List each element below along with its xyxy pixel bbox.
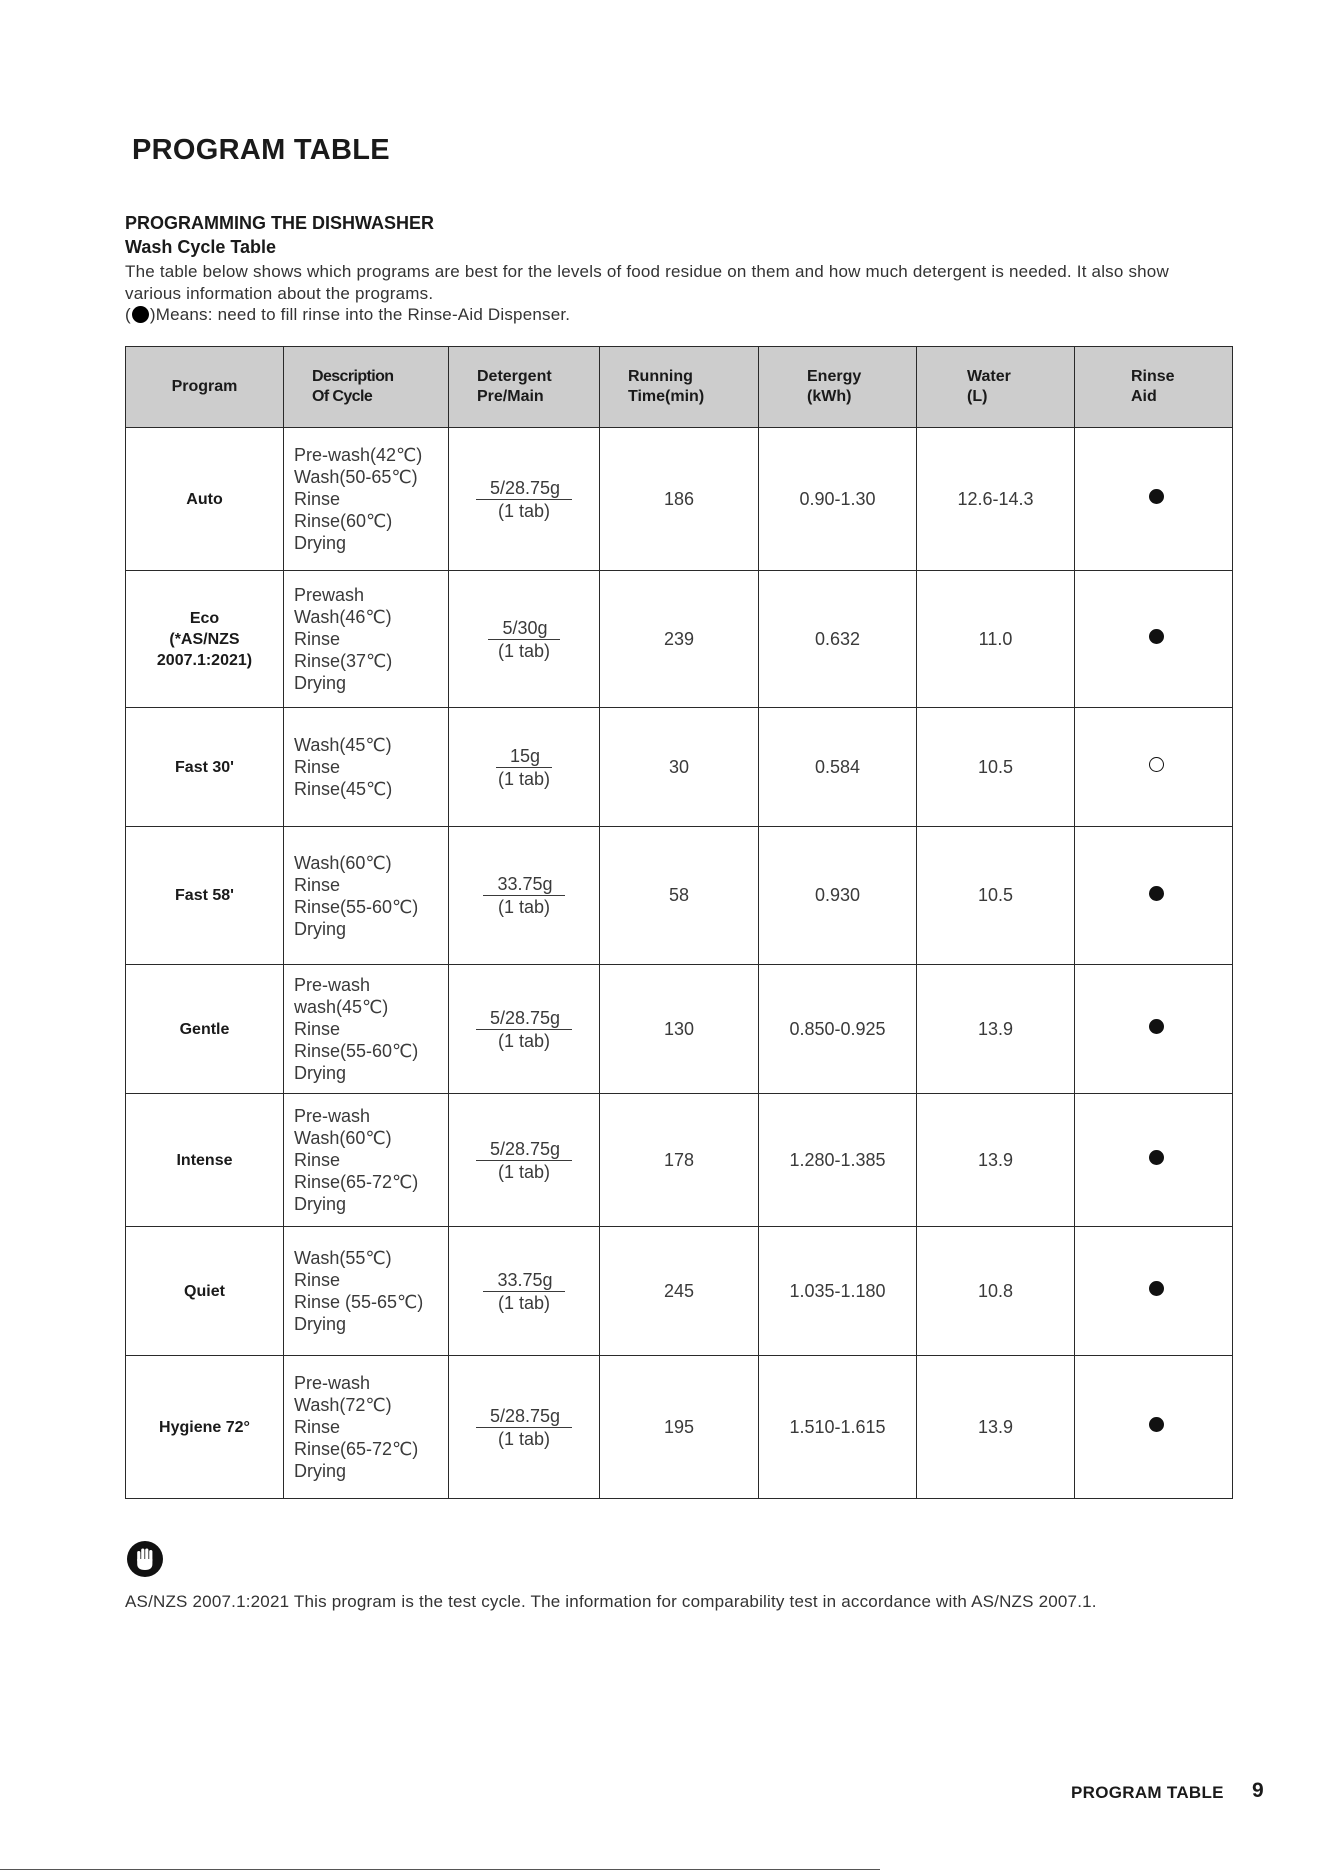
cycle-step: Rinse [294,1019,341,1039]
rinse-aid-cell [1075,708,1233,827]
cycle-step: Wash(72℃) [294,1395,392,1415]
cycle-step: Wash(50-65℃) [294,467,418,487]
detergent-main-value: 5/28.75g [476,1405,572,1428]
program-name-line: Gentle [179,1020,230,1038]
cycle-step: wash(45℃) [294,997,389,1017]
cycle-description-cell [284,827,449,965]
detergent-main-value: 5/28.75g [476,1138,572,1161]
cycle-step: Drying [294,1194,347,1214]
rinse-aid-cell [1075,428,1233,571]
header-running-line-2: Time(min) [628,388,705,405]
cycle-step: Rinse [294,629,341,649]
rinse-aid-cell [1075,965,1233,1094]
header-program [126,347,284,428]
detergent-cell [449,1094,600,1227]
table-row [126,1227,1233,1356]
cycle-step: Rinse [294,1417,341,1437]
detergent-amount [476,477,572,522]
filled-dot-icon [1149,1417,1164,1432]
header-description-line-1: Description [312,368,394,385]
detergent-cell [449,827,600,965]
program-name-line: Fast 30' [175,758,234,776]
filled-dot-icon [1149,629,1164,644]
cycle-step: Rinse [294,489,341,509]
wash-cycle-table [125,346,1233,1499]
program-name-line: (*AS/NZS [169,630,240,648]
cycle-description-cell [284,428,449,571]
cycle-description-cell [284,1356,449,1499]
program-name-line: Auto [186,490,223,508]
detergent-cell [449,1356,600,1499]
rinse-aid-legend [125,305,570,325]
cycle-description-cell [284,1094,449,1227]
header-energy-line-2: (kWh) [807,388,852,405]
detergent-tab-value: (1 tab) [497,500,550,521]
cycle-step: Pre-wash [294,1373,371,1393]
detergent-tab-value: (1 tab) [497,1030,550,1051]
program-name-line: Quiet [184,1282,225,1300]
header-energy-line-1: Energy [807,368,862,385]
filled-dot-icon [1149,1019,1164,1034]
program-name-cell [126,428,284,571]
rinse-aid-cell [1075,1227,1233,1356]
program-name-cell [126,1094,284,1227]
header-water [917,347,1075,428]
detergent-main-value: 5/28.75g [476,477,572,500]
rinse-aid-cell [1075,827,1233,965]
program-name-line: 2007.1:2021) [156,651,253,669]
running-time-cell: 239 [600,571,759,708]
rinse-aid-cell [1075,1356,1233,1499]
running-time-cell: 186 [600,428,759,571]
cycle-step: Drying [294,918,347,939]
cycle-description-cell [284,1227,449,1356]
table-row [126,571,1233,708]
running-time-cell: 178 [600,1094,759,1227]
program-name-line: Fast 58' [175,887,234,904]
cycle-step: Rinse [294,1150,341,1170]
cycle-step: Rinse (55-65℃) [294,1292,424,1312]
cycle-step: Pre-wash(42℃) [294,445,423,465]
detergent-cell [449,1227,600,1356]
header-water-line-2: (L) [967,388,988,405]
table-row [126,965,1233,1094]
detergent-main-value: 5/30g [488,617,559,640]
detergent-amount [483,873,564,918]
header-detergent-line-2: Pre/Main [477,388,544,405]
detergent-cell [449,965,600,1094]
cycle-description-cell [284,708,449,827]
detergent-cell [449,571,600,708]
cycle-step: Drying [294,1461,347,1481]
table-body [126,428,1233,1499]
header-energy [759,347,917,428]
detergent-tab-value: (1 tab) [497,768,550,789]
detergent-main-value: 15g [496,745,552,768]
running-time-cell: 245 [600,1227,759,1356]
detergent-amount [476,1405,572,1450]
cycle-step: Rinse(65-72℃) [294,1172,419,1192]
running-time-cell: 58 [600,827,759,965]
program-name-cell [126,827,284,965]
cycle-step: Rinse(60℃) [294,511,393,531]
sub-heading: Wash Cycle Table [125,237,277,257]
program-name-line: Intense [176,1151,233,1169]
energy-cell: 1.035-1.180 [759,1227,917,1356]
table-row [126,1094,1233,1227]
detergent-tab-value: (1 tab) [497,1161,550,1182]
cycle-step: Prewash [294,585,365,605]
energy-cell: 0.584 [759,708,917,827]
filled-dot-icon [1149,886,1164,901]
cycle-step: Drying [294,673,347,693]
table-row [126,827,1233,965]
cycle-step: Rinse(37℃) [294,651,393,671]
cycle-step: Wash(60℃) [294,852,392,873]
cycle-step: Drying [294,533,347,553]
filled-dot-icon [132,306,149,323]
table-header-row [126,347,1233,428]
water-cell: 13.9 [917,1094,1075,1227]
header-description [284,347,449,428]
cycle-step: Rinse [294,757,341,777]
water-cell: 13.9 [917,1356,1075,1499]
cycle-step: Wash(45℃) [294,735,392,755]
table-row [126,1356,1233,1499]
table-row [126,708,1233,827]
energy-cell: 0.850-0.925 [759,965,917,1094]
header-detergent [449,347,600,428]
legend-prefix: ( [125,305,131,324]
cycle-step: Pre-wash [294,1106,371,1126]
program-name-line: Eco [189,609,220,627]
section-heading: PROGRAMMING THE DISHWASHER [125,213,435,233]
detergent-tab-value: (1 tab) [497,1428,550,1449]
legend-text: )Means: need to fill rinse into the Rinse-Aid Dispenser. [149,305,571,324]
detergent-cell [449,428,600,571]
hand-stop-icon [126,1540,164,1578]
water-cell: 10.5 [917,827,1075,965]
program-name-cell [126,1356,284,1499]
table-row [126,428,1233,571]
cycle-step: Wash(46℃) [294,607,392,627]
header-rinse-line-2: Aid [1131,388,1157,405]
cycle-step: Rinse [294,874,341,895]
program-name-cell [126,965,284,1094]
running-time-cell: 130 [600,965,759,1094]
detergent-cell [449,708,600,827]
detergent-tab-value: (1 tab) [497,1292,551,1313]
cycle-step: Rinse(55-60℃) [294,1041,419,1061]
detergent-amount [476,1007,572,1052]
cycle-step: Rinse(65-72℃) [294,1439,419,1459]
program-name-cell [126,1227,284,1356]
header-water-line-1: Water [967,368,1011,385]
cycle-step: Rinse(55-60℃) [294,896,419,917]
header-rinse-aid [1075,347,1233,428]
header-description-line-2: Of Cycle [312,388,373,405]
open-circle-icon [1149,757,1164,772]
filled-dot-icon [1149,489,1164,504]
energy-cell: 1.510-1.615 [759,1356,917,1499]
detergent-amount [496,745,552,790]
cycle-step: Rinse [294,1270,341,1290]
test-cycle-note: AS/NZS 2007.1:2021 This program is the test cycle. The information for comparability test in accordance with AS/NZS 2007.1. [125,1592,1097,1611]
energy-cell: 0.90-1.30 [759,428,917,571]
intro-paragraph: The table below shows which programs are best for the levels of food residue on them and how much detergent is needed. It also show various information about the programs. [125,262,1169,303]
cycle-description-cell [284,965,449,1094]
water-cell: 12.6-14.3 [917,428,1075,571]
program-name-cell [126,571,284,708]
cycle-step: Wash(60℃) [294,1128,392,1148]
header-program-label: Program [171,378,238,395]
cycle-step: Drying [294,1314,347,1334]
rinse-aid-cell [1075,1094,1233,1227]
water-cell: 11.0 [917,571,1075,708]
detergent-main-value: 33.75g [483,873,564,896]
program-name-cell [126,708,284,827]
footer-section-label: PROGRAM TABLE [1071,1783,1224,1802]
detergent-main-value: 33.75g [483,1269,564,1292]
filled-dot-icon [1149,1150,1164,1165]
detergent-main-value: 5/28.75g [476,1007,572,1030]
water-cell: 10.5 [917,708,1075,827]
cycle-step: Drying [294,1063,347,1083]
energy-cell: 0.632 [759,571,917,708]
detergent-amount [476,1138,572,1183]
header-running-line-1: Running [628,368,693,385]
detergent-tab-value: (1 tab) [497,640,550,661]
rinse-aid-cell [1075,571,1233,708]
cycle-description-cell [284,571,449,708]
header-rinse-line-1: Rinse [1131,368,1175,385]
page-number: 9 [1252,1779,1264,1802]
energy-cell: 1.280-1.385 [759,1094,917,1227]
energy-cell: 0.930 [759,827,917,965]
header-running-time [600,347,759,428]
detergent-amount [483,1269,564,1314]
cycle-step: Rinse(45℃) [294,779,393,799]
page-title: PROGRAM TABLE [132,134,390,166]
running-time-cell: 30 [600,708,759,827]
cycle-step: Pre-wash [294,975,371,995]
running-time-cell: 195 [600,1356,759,1499]
water-cell: 13.9 [917,965,1075,1094]
filled-dot-icon [1149,1281,1164,1296]
detergent-amount [488,617,559,662]
bottom-divider [0,1869,880,1870]
header-detergent-line-1: Detergent [477,368,552,385]
cycle-step: Wash(55℃) [294,1248,392,1268]
detergent-tab-value: (1 tab) [497,897,551,917]
program-name-line: Hygiene 72° [159,1418,250,1436]
water-cell: 10.8 [917,1227,1075,1356]
